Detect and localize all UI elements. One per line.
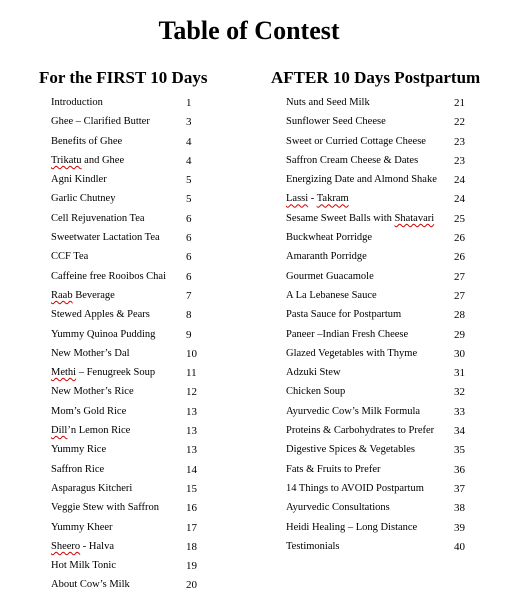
after-10-days-list — [286, 96, 472, 559]
toc-entry-page-number: 6 — [186, 212, 192, 225]
toc-entry — [51, 385, 201, 404]
toc-entry — [51, 463, 201, 482]
toc-entry-page-number: 21 — [454, 97, 465, 109]
toc-entry — [51, 328, 201, 347]
toc-entry — [51, 443, 201, 462]
toc-entry-title: Sweet or Curried Cottage Cheese — [286, 135, 426, 147]
toc-entry-page-number: 15 — [186, 482, 197, 495]
toc-entry-title: Testimonials — [286, 540, 340, 552]
toc-entry-page-number: 34 — [454, 425, 465, 438]
toc-entry-title: Buckwheat Porridge — [286, 232, 373, 244]
toc-entry-page-number: 9 — [186, 328, 192, 341]
toc-entry — [51, 308, 201, 327]
toc-entry-title: Yummy Quinoa Pudding — [51, 328, 156, 340]
toc-entry-title: 14 Things to AVOID Postpartum — [286, 482, 424, 494]
toc-entry — [286, 463, 472, 482]
toc-entry-page-number: 11 — [186, 367, 197, 380]
toc-entry-page-number: 13 — [186, 444, 197, 457]
toc-entry-page-number: 17 — [186, 521, 197, 534]
toc-entry-page-number: 18 — [186, 540, 197, 553]
toc-entry — [51, 289, 201, 308]
toc-entry-page-number: 3 — [186, 116, 192, 129]
toc-entry-title: Dill’n Lemon Rice — [51, 425, 131, 437]
toc-entry — [51, 405, 201, 424]
toc-entry-title: Nuts and Seed Milk — [286, 97, 370, 108]
toc-entry-title: Proteins & Carbohydrates to Prefer — [286, 425, 435, 437]
toc-entry-title: Saffron Rice — [51, 463, 105, 475]
toc-entry — [51, 154, 201, 173]
toc-entry-title: About Cow’s Milk — [51, 579, 130, 591]
toc-entry-title: Ghee – Clarified Butter — [51, 116, 150, 128]
toc-entry — [51, 96, 201, 115]
toc-entry — [286, 405, 472, 424]
toc-entry-title: Ayurvedic Cow’s Milk Formula — [286, 405, 421, 417]
toc-entry — [286, 482, 472, 501]
toc-entry-page-number: 20 — [186, 579, 197, 592]
toc-entry-page-number: 6 — [186, 270, 192, 283]
toc-entry — [286, 443, 472, 462]
toc-entry — [286, 192, 472, 211]
toc-entry-title: Introduction — [51, 97, 103, 108]
toc-entry-page-number: 40 — [454, 540, 465, 553]
toc-entry-page-number: 1 — [186, 97, 192, 109]
toc-entry — [286, 540, 472, 559]
toc-entry — [51, 250, 201, 269]
page-title: Table of Contest — [158, 16, 340, 45]
toc-entry-page-number: 28 — [454, 309, 465, 322]
toc-entry — [286, 96, 472, 115]
toc-entry — [286, 154, 472, 173]
toc-entry-title: Stewed Apples & Pears — [51, 309, 150, 321]
toc-entry-page-number: 35 — [454, 444, 465, 457]
toc-entry-page-number: 27 — [454, 289, 465, 302]
toc-entry — [286, 115, 472, 134]
toc-entry — [286, 212, 472, 231]
toc-entry-page-number: 25 — [454, 212, 465, 225]
toc-entry — [51, 501, 201, 520]
toc-entry-page-number: 6 — [186, 251, 192, 264]
toc-entry — [51, 173, 201, 192]
toc-entry — [51, 347, 201, 366]
toc-entry-title: Energizing Date and Almond Shake — [286, 174, 437, 186]
toc-entry — [51, 366, 201, 385]
toc-entry — [51, 424, 201, 443]
toc-entry — [51, 192, 201, 211]
toc-entry-title: Ayurvedic Consultations — [286, 502, 390, 514]
toc-entry — [286, 501, 472, 520]
toc-entry — [51, 559, 201, 578]
toc-entry — [51, 521, 201, 540]
toc-entry-title: Cell Rejuvenation Tea — [51, 212, 145, 224]
left-column-heading: For the FIRST 10 Days — [39, 68, 208, 87]
toc-entry-page-number: 26 — [454, 232, 465, 245]
toc-entry — [51, 482, 201, 501]
toc-entry-title: Pasta Sauce for Postpartum — [286, 309, 402, 321]
toc-entry — [286, 289, 472, 308]
toc-entry-page-number: 31 — [454, 367, 465, 380]
toc-entry-title: Glazed Vegetables with Thyme — [286, 347, 418, 359]
toc-entry — [286, 328, 472, 347]
toc-entry-title: New Mother’s Dal — [51, 347, 130, 359]
toc-entry — [51, 135, 201, 154]
toc-entry-page-number: 5 — [186, 193, 192, 206]
toc-entry-title: Lassi - Takram — [286, 193, 349, 205]
toc-entry-title: Paneer –Indian Fresh Cheese — [286, 328, 409, 340]
toc-entry-page-number: 7 — [186, 289, 192, 302]
toc-entry-title: Garlic Chutney — [51, 193, 116, 205]
toc-entry — [286, 135, 472, 154]
toc-entry-page-number: 33 — [454, 405, 465, 418]
toc-entry — [51, 578, 201, 597]
toc-entry — [51, 231, 201, 250]
toc-entry — [286, 424, 472, 443]
toc-entry-title: CCF Tea — [51, 251, 89, 263]
toc-entry-page-number: 23 — [454, 154, 465, 167]
toc-entry-title: Yummy Rice — [51, 444, 107, 456]
toc-entry-title: Digestive Spices & Vegetables — [286, 444, 415, 456]
toc-entry — [51, 115, 201, 134]
toc-entry-title: Methi – Fenugreek Soup — [51, 367, 156, 379]
toc-entry — [286, 347, 472, 366]
toc-entry-page-number: 24 — [454, 193, 465, 206]
toc-entry-title: Hot Milk Tonic — [51, 560, 116, 572]
toc-entry-page-number: 10 — [186, 347, 197, 360]
toc-entry — [286, 231, 472, 250]
toc-entry-page-number: 6 — [186, 232, 192, 245]
toc-entry — [51, 212, 201, 231]
toc-entry-page-number: 4 — [186, 135, 192, 148]
toc-entry-title: Sesame Sweet Balls with Shatavari — [286, 212, 435, 224]
toc-entry-title: New Mother’s Rice — [51, 386, 134, 398]
toc-entry-title: Gourmet Guacamole — [286, 270, 374, 282]
toc-entry-page-number: 8 — [186, 309, 192, 322]
toc-entry — [286, 250, 472, 269]
toc-entry-title: Raab Beverage — [51, 289, 115, 301]
toc-entry-page-number: 22 — [454, 116, 465, 129]
toc-entry-page-number: 12 — [186, 386, 197, 399]
toc-entry-page-number: 32 — [454, 386, 465, 399]
first-10-days-list — [51, 96, 201, 598]
toc-entry — [286, 521, 472, 540]
toc-entry-page-number: 24 — [454, 174, 465, 187]
toc-entry-title: Sweetwater Lactation Tea — [51, 232, 160, 244]
toc-entry-title: Heidi Healing – Long Distance — [286, 521, 418, 533]
toc-entry-title: Agni Kindler — [51, 174, 107, 186]
toc-entry — [51, 270, 201, 289]
toc-entry — [286, 385, 472, 404]
toc-entry — [286, 270, 472, 289]
toc-entry-title: Sunflower Seed Cheese — [286, 116, 386, 128]
toc-entry-title: Caffeine free Rooibos Chai — [51, 270, 166, 282]
toc-entry-page-number: 23 — [454, 135, 465, 148]
toc-entry-title: Chicken Soup — [286, 386, 346, 398]
toc-entry-page-number: 39 — [454, 521, 465, 534]
toc-entry-title: Fats & Fruits to Prefer — [286, 463, 381, 475]
toc-entry-page-number: 4 — [186, 154, 192, 167]
toc-entry-title: Saffron Cream Cheese & Dates — [286, 154, 419, 166]
right-column-heading: AFTER 10 Days Postpartum — [271, 68, 481, 87]
toc-entry — [286, 173, 472, 192]
toc-entry — [286, 308, 472, 327]
toc-entry-title: Sheero - Halva — [51, 540, 114, 552]
toc-entry-page-number: 19 — [186, 560, 197, 573]
toc-entry-page-number: 13 — [186, 405, 197, 418]
toc-entry-page-number: 26 — [454, 251, 465, 264]
toc-entry-page-number: 36 — [454, 463, 465, 476]
toc-entry-page-number: 38 — [454, 502, 465, 515]
toc-entry-page-number: 27 — [454, 270, 465, 283]
toc-entry-title: Benefits of Ghee — [51, 135, 123, 147]
toc-entry-page-number: 14 — [186, 463, 197, 476]
toc-entry-page-number: 37 — [454, 482, 465, 495]
toc-entry-title: Trikatu and Ghee — [51, 154, 125, 166]
toc-entry-title: Adzuki Stew — [286, 367, 341, 379]
toc-entry-page-number: 30 — [454, 347, 465, 360]
toc-entry-title: Yummy Kheer — [51, 521, 113, 533]
toc-entry-page-number: 5 — [186, 174, 192, 187]
toc-entry-page-number: 16 — [186, 502, 197, 515]
toc-entry-title: A La Lebanese Sauce — [286, 289, 377, 301]
toc-entry-page-number: 29 — [454, 328, 465, 341]
toc-entry-title: Mom’s Gold Rice — [51, 405, 127, 417]
toc-entry-title: Asparagus Kitcheri — [51, 482, 133, 494]
toc-entry — [51, 540, 201, 559]
toc-entry-title: Amaranth Porridge — [286, 251, 367, 263]
toc-entry — [286, 366, 472, 385]
toc-entry-title: Veggie Stew with Saffron — [51, 502, 159, 514]
toc-entry-page-number: 13 — [186, 425, 197, 438]
